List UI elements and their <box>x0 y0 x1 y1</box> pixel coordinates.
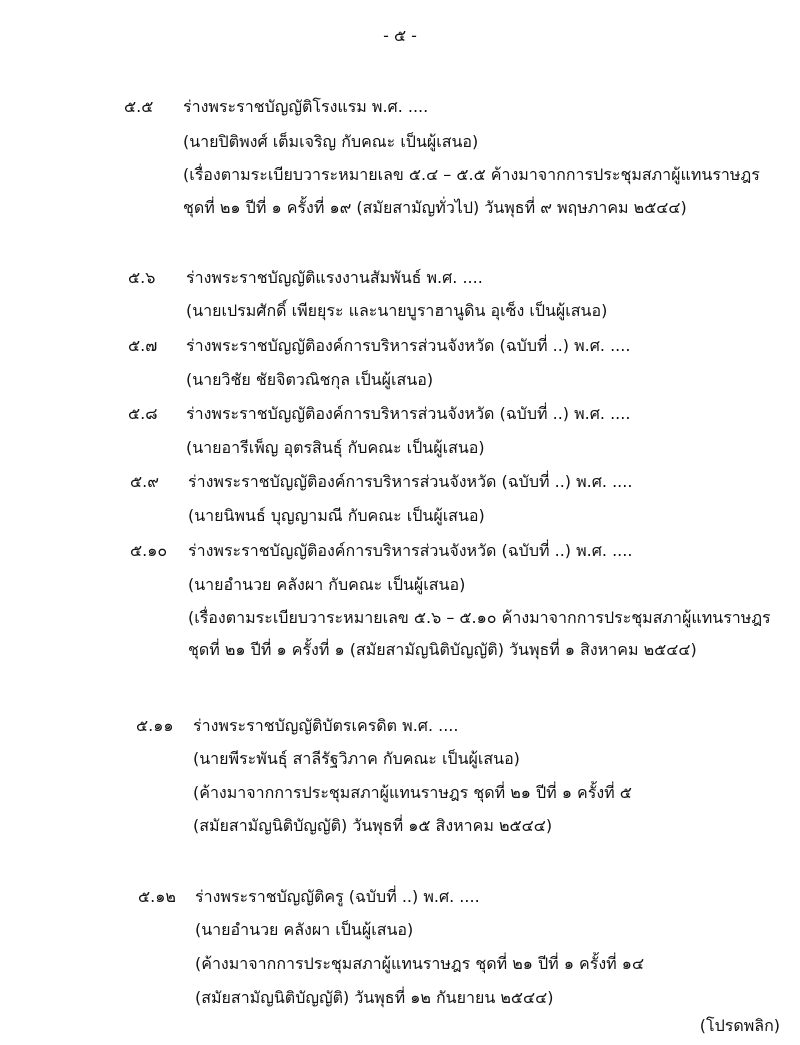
item-note: ชุดที่ ๒๑ ปีที่ ๑ ครั้งที่ ๑ (สมัยสามัญนิติบัญญัติ) วันพุธที่ ๑ สิงหาคม ๒๕๔๔) <box>188 640 697 659</box>
item-note: (เรื่องตามระเบียบวาระหมายเลข ๕.๔ – ๕.๕ ค้างมาจากการประชุมสภาผู้แทนราษฎร <box>183 165 760 184</box>
item-title: ร่างพระราชบัญญัติองค์การบริหารส่วนจังหวัด (ฉบับที่ ..) พ.ศ. .... <box>186 336 631 355</box>
item-title: ร่างพระราชบัญญัติองค์การบริหารส่วนจังหวัด (ฉบับที่ ..) พ.ศ. .... <box>188 472 633 491</box>
item-note: (สมัยสามัญนิติบัญญัติ) วันพุธที่ ๑๒ กันยายน ๒๕๔๔) <box>195 988 554 1007</box>
item-number: ๕.๙ <box>130 472 159 491</box>
item-proposer: (นายพีระพันธุ์ สาลีรัฐวิภาค กับคณะ เป็นผู้เสนอ) <box>193 749 520 768</box>
item-title: ร่างพระราชบัญญัติโรงแรม พ.ศ. .... <box>183 97 429 116</box>
item-proposer: (นายนิพนธ์ บุญญามณี กับคณะ เป็นผู้เสนอ) <box>188 506 485 525</box>
item-number: ๕.๑๐ <box>130 541 168 560</box>
item-note: (ค้างมาจากการประชุมสภาผู้แทนราษฎร ชุดที่ ๒๑ ปีที่ ๑ ครั้งที่ ๕ <box>193 783 632 802</box>
footer-note: (โปรดพลิก) <box>699 1016 780 1035</box>
item-number: ๕.๑๒ <box>138 887 176 906</box>
item-title: ร่างพระราชบัญญัติครู (ฉบับที่ ..) พ.ศ. .... <box>195 887 480 906</box>
item-note: (ค้างมาจากการประชุมสภาผู้แทนราษฎร ชุดที่ ๒๑ ปีที่ ๑ ครั้งที่ ๑๔ <box>195 954 645 973</box>
item-note: ชุดที่ ๒๑ ปีที่ ๑ ครั้งที่ ๑๙ (สมัยสามัญทั่วไป) วันพุธที่ ๙ พฤษภาคม ๒๕๔๔) <box>183 198 687 217</box>
item-number: ๕.๑๑ <box>136 716 174 735</box>
item-note: (เรื่องตามระเบียบวาระหมายเลข ๕.๖ – ๕.๑๐ ค้างมาจากการประชุมสภาผู้แทนราษฎร <box>188 608 771 627</box>
page-number: - ๕ - <box>383 26 417 45</box>
item-title: ร่างพระราชบัญญัติแรงงานสัมพันธ์ พ.ศ. .... <box>186 268 483 287</box>
item-proposer: (นายเปรมศักดิ์ เพียยุระ และนายบูราฮานูดิน อุเซ็ง เป็นผู้เสนอ) <box>186 301 608 320</box>
item-number: ๕.๗ <box>128 336 158 355</box>
item-proposer: (นายอารีเพ็ญ อุตรสินธุ์ กับคณะ เป็นผู้เสนอ) <box>186 438 485 457</box>
item-title: ร่างพระราชบัญญัติบัตรเครดิต พ.ศ. .... <box>193 716 459 735</box>
item-number: ๕.๖ <box>128 268 156 287</box>
item-proposer: (นายอำนวย คลังผา เป็นผู้เสนอ) <box>195 920 414 939</box>
item-proposer: (นายวิชัย ชัยจิตวณิชกุล เป็นผู้เสนอ) <box>186 370 434 389</box>
item-proposer: (นายปิติพงศ์ เต็มเจริญ กับคณะ เป็นผู้เสนอ) <box>183 132 479 151</box>
item-note: (สมัยสามัญนิติบัญญัติ) วันพุธที่ ๑๕ สิงหาคม ๒๕๔๔) <box>193 816 553 835</box>
item-number: ๕.๕ <box>124 97 154 116</box>
item-title: ร่างพระราชบัญญัติองค์การบริหารส่วนจังหวัด (ฉบับที่ ..) พ.ศ. .... <box>188 541 633 560</box>
item-number: ๕.๘ <box>128 404 158 423</box>
item-title: ร่างพระราชบัญญัติองค์การบริหารส่วนจังหวัด (ฉบับที่ ..) พ.ศ. .... <box>186 404 631 423</box>
item-proposer: (นายอำนวย คลังผา กับคณะ เป็นผู้เสนอ) <box>188 575 466 594</box>
